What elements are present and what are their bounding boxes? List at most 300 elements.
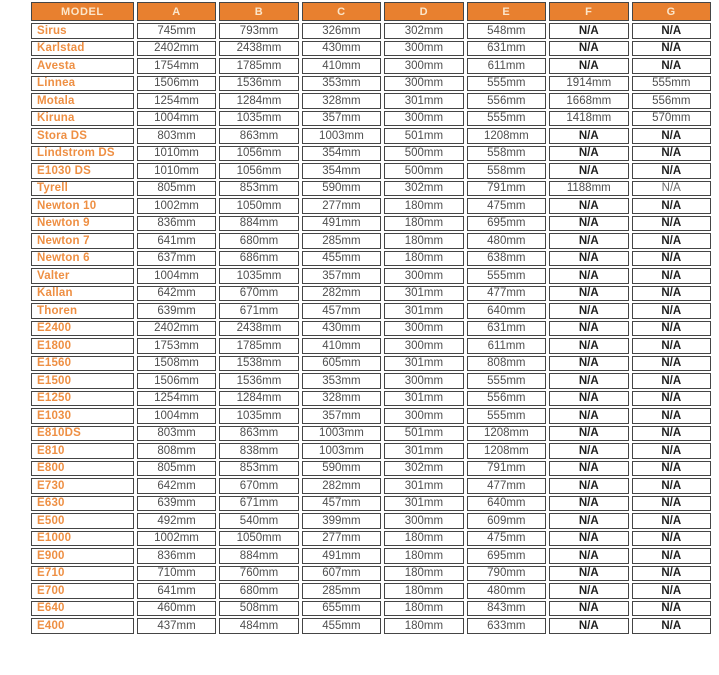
dimension-value: 556mm [632, 93, 711, 109]
dimension-value: 695mm [467, 216, 546, 232]
model-name: E730 [31, 478, 134, 494]
table-row [31, 41, 711, 57]
na-value: N/A [632, 216, 711, 232]
na-value: N/A [549, 303, 628, 319]
dimension-value: 1004mm [137, 111, 216, 127]
dimension-value: 357mm [302, 408, 381, 424]
table-row [31, 198, 711, 214]
model-name: E1000 [31, 531, 134, 547]
dimension-value: 640mm [467, 303, 546, 319]
na-value: N/A [632, 478, 711, 494]
model-name: Kallan [31, 286, 134, 302]
dimension-value: 836mm [137, 548, 216, 564]
table-row [31, 216, 711, 232]
table-row [31, 583, 711, 599]
model-name: Avesta [31, 58, 134, 74]
dimension-value: 475mm [467, 198, 546, 214]
dimension-value: 180mm [384, 601, 463, 617]
dimension-value: 836mm [137, 216, 216, 232]
table-row [31, 233, 711, 249]
na-value: N/A [632, 391, 711, 407]
column-header-d: D [384, 2, 463, 21]
na-value: N/A [549, 478, 628, 494]
table-row [31, 548, 711, 564]
na-value: N/A [632, 251, 711, 267]
dimension-value: 477mm [467, 286, 546, 302]
dimension-value: 477mm [467, 478, 546, 494]
dimension-value: 328mm [302, 93, 381, 109]
table-row [31, 513, 711, 529]
dimension-value: 501mm [384, 426, 463, 442]
na-value: N/A [549, 548, 628, 564]
dimension-value: 555mm [467, 111, 546, 127]
table-row [31, 76, 711, 92]
dimension-value: 1056mm [219, 163, 298, 179]
dimension-value: 607mm [302, 566, 381, 582]
na-value: N/A [549, 41, 628, 57]
dimension-value: 884mm [219, 216, 298, 232]
dimension-value: 1536mm [219, 373, 298, 389]
dimension-value: 1785mm [219, 58, 298, 74]
dimension-value: 548mm [467, 23, 546, 39]
dimension-value: 180mm [384, 198, 463, 214]
table-row [31, 531, 711, 547]
dimension-value: 655mm [302, 601, 381, 617]
dimension-value: 475mm [467, 531, 546, 547]
na-value: N/A [549, 373, 628, 389]
dimension-value: 808mm [137, 443, 216, 459]
na-value: N/A [632, 268, 711, 284]
dimension-value: 301mm [384, 496, 463, 512]
dimension-value: 354mm [302, 146, 381, 162]
na-value: N/A [632, 531, 711, 547]
spec-table-body [31, 23, 711, 634]
dimension-value: 790mm [467, 566, 546, 582]
dimension-value: 301mm [384, 443, 463, 459]
dimension-value: 500mm [384, 146, 463, 162]
dimension-value: 590mm [302, 181, 381, 197]
na-value: N/A [632, 618, 711, 634]
dimension-value: 301mm [384, 303, 463, 319]
table-row [31, 58, 711, 74]
column-header-e: E [467, 2, 546, 21]
dimension-value: 437mm [137, 618, 216, 634]
dimension-value: 670mm [219, 478, 298, 494]
dimension-value: 760mm [219, 566, 298, 582]
dimension-value: 1010mm [137, 146, 216, 162]
dimension-value: 633mm [467, 618, 546, 634]
model-name: E700 [31, 583, 134, 599]
dimension-value: 1668mm [549, 93, 628, 109]
dimension-value: 1003mm [302, 443, 381, 459]
dimension-value: 282mm [302, 286, 381, 302]
dimension-value: 555mm [467, 373, 546, 389]
dimension-value: 641mm [137, 233, 216, 249]
na-value: N/A [549, 58, 628, 74]
dimension-value: 611mm [467, 58, 546, 74]
table-row [31, 566, 711, 582]
dimension-value: 884mm [219, 548, 298, 564]
model-name: E710 [31, 566, 134, 582]
model-name: E1560 [31, 356, 134, 372]
dimension-value: 805mm [137, 461, 216, 477]
dimension-value: 460mm [137, 601, 216, 617]
dimension-value: 1536mm [219, 76, 298, 92]
na-value: N/A [549, 233, 628, 249]
na-value: N/A [632, 583, 711, 599]
na-value: N/A [549, 251, 628, 267]
table-row [31, 461, 711, 477]
dimension-value: 1050mm [219, 198, 298, 214]
column-header-g: G [632, 2, 711, 21]
dimension-value: 410mm [302, 58, 381, 74]
dimension-value: 1254mm [137, 391, 216, 407]
table-row [31, 496, 711, 512]
model-name: Valter [31, 268, 134, 284]
model-name: Karlstad [31, 41, 134, 57]
na-value: N/A [632, 146, 711, 162]
dimension-value: 180mm [384, 216, 463, 232]
na-value: N/A [549, 286, 628, 302]
dimension-value: 1785mm [219, 338, 298, 354]
model-name: Tyrell [31, 181, 134, 197]
na-value: N/A [549, 426, 628, 442]
dimension-value: 300mm [384, 268, 463, 284]
dimension-value: 843mm [467, 601, 546, 617]
dimension-value: 556mm [467, 93, 546, 109]
dimension-value: 2402mm [137, 321, 216, 337]
dimension-value: 639mm [137, 496, 216, 512]
na-value: N/A [632, 548, 711, 564]
dimension-value: 301mm [384, 356, 463, 372]
dimension-value: 180mm [384, 548, 463, 564]
dimension-value: 642mm [137, 286, 216, 302]
model-name: E2400 [31, 321, 134, 337]
dimension-value: 180mm [384, 251, 463, 267]
table-row [31, 181, 711, 197]
model-name: Stora DS [31, 128, 134, 144]
dimension-value: 1418mm [549, 111, 628, 127]
dimension-value: 302mm [384, 461, 463, 477]
na-value: N/A [632, 601, 711, 617]
dimension-value: 710mm [137, 566, 216, 582]
na-value: N/A [549, 338, 628, 354]
dimension-value: 556mm [467, 391, 546, 407]
dimension-value: 285mm [302, 233, 381, 249]
dimension-value: 180mm [384, 583, 463, 599]
table-row [31, 303, 711, 319]
na-value: N/A [632, 443, 711, 459]
dimension-value: 590mm [302, 461, 381, 477]
na-value: N/A [632, 461, 711, 477]
dimension-value: 803mm [137, 426, 216, 442]
model-name: Kiruna [31, 111, 134, 127]
model-name: Thoren [31, 303, 134, 319]
dimension-value: 300mm [384, 373, 463, 389]
dimension-value: 300mm [384, 513, 463, 529]
model-name: E630 [31, 496, 134, 512]
na-value: N/A [632, 163, 711, 179]
dimension-value: 611mm [467, 338, 546, 354]
na-value: N/A [632, 373, 711, 389]
dimension-value: 639mm [137, 303, 216, 319]
dimension-value: 480mm [467, 233, 546, 249]
model-name: Lindstrom DS [31, 146, 134, 162]
na-value: N/A [632, 303, 711, 319]
dimension-value: 353mm [302, 76, 381, 92]
dimension-value: 455mm [302, 251, 381, 267]
dimension-value: 558mm [467, 146, 546, 162]
table-row [31, 408, 711, 424]
dimension-value: 300mm [384, 338, 463, 354]
model-name: Newton 6 [31, 251, 134, 267]
dimension-value: 180mm [384, 233, 463, 249]
na-value: N/A [632, 128, 711, 144]
na-value: N/A [632, 181, 711, 197]
dimension-value: 1208mm [467, 128, 546, 144]
dimension-value: 555mm [632, 76, 711, 92]
dimension-value: 302mm [384, 23, 463, 39]
na-value: N/A [549, 163, 628, 179]
dimension-value: 791mm [467, 461, 546, 477]
na-value: N/A [632, 23, 711, 39]
na-value: N/A [632, 513, 711, 529]
dimension-value: 803mm [137, 128, 216, 144]
na-value: N/A [549, 531, 628, 547]
dimension-value: 1002mm [137, 198, 216, 214]
table-row [31, 111, 711, 127]
dimension-value: 1753mm [137, 338, 216, 354]
na-value: N/A [632, 426, 711, 442]
dimension-value: 285mm [302, 583, 381, 599]
dimension-value: 300mm [384, 408, 463, 424]
model-name: E800 [31, 461, 134, 477]
na-value: N/A [632, 58, 711, 74]
dimension-value: 480mm [467, 583, 546, 599]
dimension-value: 357mm [302, 268, 381, 284]
dimension-value: 1004mm [137, 408, 216, 424]
dimension-value: 631mm [467, 41, 546, 57]
spec-table-header [31, 2, 711, 21]
na-value: N/A [549, 216, 628, 232]
na-value: N/A [632, 41, 711, 57]
dimension-value: 638mm [467, 251, 546, 267]
model-name: E1030 DS [31, 163, 134, 179]
spec-table [28, 0, 714, 636]
model-name: Newton 9 [31, 216, 134, 232]
dimension-value: 300mm [384, 111, 463, 127]
dimension-value: 2438mm [219, 41, 298, 57]
dimension-value: 641mm [137, 583, 216, 599]
na-value: N/A [549, 618, 628, 634]
dimension-value: 555mm [467, 268, 546, 284]
dimension-value: 1208mm [467, 443, 546, 459]
na-value: N/A [549, 601, 628, 617]
na-value: N/A [549, 461, 628, 477]
dimension-value: 1506mm [137, 76, 216, 92]
dimension-value: 1208mm [467, 426, 546, 442]
dimension-value: 863mm [219, 128, 298, 144]
table-row [31, 286, 711, 302]
dimension-value: 353mm [302, 373, 381, 389]
dimension-value: 609mm [467, 513, 546, 529]
dimension-value: 354mm [302, 163, 381, 179]
dimension-value: 300mm [384, 321, 463, 337]
na-value: N/A [632, 233, 711, 249]
dimension-value: 1754mm [137, 58, 216, 74]
dimension-value: 1003mm [302, 128, 381, 144]
table-row [31, 618, 711, 634]
dimension-value: 301mm [384, 93, 463, 109]
dimension-value: 605mm [302, 356, 381, 372]
dimension-value: 853mm [219, 181, 298, 197]
na-value: N/A [549, 566, 628, 582]
column-header-c: C [302, 2, 381, 21]
dimension-value: 301mm [384, 478, 463, 494]
dimension-value: 695mm [467, 548, 546, 564]
dimension-value: 1002mm [137, 531, 216, 547]
dimension-value: 301mm [384, 286, 463, 302]
dimension-value: 1010mm [137, 163, 216, 179]
table-row [31, 478, 711, 494]
dimension-value: 357mm [302, 111, 381, 127]
column-header-b: B [219, 2, 298, 21]
dimension-value: 326mm [302, 23, 381, 39]
dimension-value: 484mm [219, 618, 298, 634]
model-name: Newton 10 [31, 198, 134, 214]
dimension-value: 328mm [302, 391, 381, 407]
dimension-value: 302mm [384, 181, 463, 197]
table-row [31, 338, 711, 354]
na-value: N/A [632, 321, 711, 337]
dimension-value: 570mm [632, 111, 711, 127]
dimension-value: 2438mm [219, 321, 298, 337]
dimension-value: 1188mm [549, 181, 628, 197]
column-header-model: MODEL [31, 2, 134, 21]
dimension-value: 180mm [384, 566, 463, 582]
dimension-value: 1050mm [219, 531, 298, 547]
na-value: N/A [549, 443, 628, 459]
dimension-value: 1003mm [302, 426, 381, 442]
dimension-value: 853mm [219, 461, 298, 477]
na-value: N/A [549, 356, 628, 372]
model-name: Sirus [31, 23, 134, 39]
dimension-value: 1035mm [219, 268, 298, 284]
dimension-value: 791mm [467, 181, 546, 197]
table-row [31, 163, 711, 179]
na-value: N/A [632, 286, 711, 302]
dimension-value: 640mm [467, 496, 546, 512]
dimension-value: 555mm [467, 408, 546, 424]
model-name: E1800 [31, 338, 134, 354]
dimension-value: 1914mm [549, 76, 628, 92]
na-value: N/A [549, 496, 628, 512]
table-row [31, 373, 711, 389]
dimension-value: 1284mm [219, 93, 298, 109]
dimension-value: 1538mm [219, 356, 298, 372]
na-value: N/A [632, 198, 711, 214]
dimension-value: 1508mm [137, 356, 216, 372]
dimension-value: 300mm [384, 58, 463, 74]
na-value: N/A [632, 496, 711, 512]
model-name: E640 [31, 601, 134, 617]
dimension-value: 300mm [384, 76, 463, 92]
na-value: N/A [549, 268, 628, 284]
dimension-value: 637mm [137, 251, 216, 267]
dimension-value: 1035mm [219, 111, 298, 127]
model-name: E810 [31, 443, 134, 459]
dimension-value: 282mm [302, 478, 381, 494]
dimension-value: 430mm [302, 321, 381, 337]
column-header-a: A [137, 2, 216, 21]
dimension-value: 277mm [302, 531, 381, 547]
table-row [31, 426, 711, 442]
dimension-value: 670mm [219, 286, 298, 302]
dimension-value: 277mm [302, 198, 381, 214]
na-value: N/A [549, 128, 628, 144]
dimension-value: 680mm [219, 233, 298, 249]
dimension-value: 180mm [384, 618, 463, 634]
model-name: E500 [31, 513, 134, 529]
na-value: N/A [549, 391, 628, 407]
na-value: N/A [549, 198, 628, 214]
na-value: N/A [549, 583, 628, 599]
dimension-value: 686mm [219, 251, 298, 267]
dimension-value: 631mm [467, 321, 546, 337]
model-name: E1030 [31, 408, 134, 424]
na-value: N/A [549, 321, 628, 337]
column-header-f: F [549, 2, 628, 21]
table-row [31, 23, 711, 39]
dimension-value: 558mm [467, 163, 546, 179]
na-value: N/A [632, 408, 711, 424]
dimension-value: 180mm [384, 531, 463, 547]
na-value: N/A [549, 408, 628, 424]
table-row [31, 128, 711, 144]
model-name: Motala [31, 93, 134, 109]
na-value: N/A [549, 146, 628, 162]
dimension-value: 457mm [302, 303, 381, 319]
dimension-value: 1284mm [219, 391, 298, 407]
dimension-value: 838mm [219, 443, 298, 459]
model-name: E810DS [31, 426, 134, 442]
dimension-value: 2402mm [137, 41, 216, 57]
dimension-value: 680mm [219, 583, 298, 599]
dimension-value: 500mm [384, 163, 463, 179]
model-name: E1500 [31, 373, 134, 389]
dimension-value: 301mm [384, 391, 463, 407]
dimension-value: 1004mm [137, 268, 216, 284]
dimension-value: 1254mm [137, 93, 216, 109]
dimension-value: 793mm [219, 23, 298, 39]
model-name: Linnea [31, 76, 134, 92]
table-row [31, 268, 711, 284]
dimension-value: 808mm [467, 356, 546, 372]
dimension-value: 1035mm [219, 408, 298, 424]
model-name: E900 [31, 548, 134, 564]
model-name: E1250 [31, 391, 134, 407]
dimension-value: 863mm [219, 426, 298, 442]
na-value: N/A [549, 513, 628, 529]
table-row [31, 443, 711, 459]
dimension-value: 805mm [137, 181, 216, 197]
dimension-value: 671mm [219, 303, 298, 319]
dimension-value: 555mm [467, 76, 546, 92]
dimension-value: 410mm [302, 338, 381, 354]
dimension-value: 457mm [302, 496, 381, 512]
dimension-value: 1506mm [137, 373, 216, 389]
na-value: N/A [632, 566, 711, 582]
